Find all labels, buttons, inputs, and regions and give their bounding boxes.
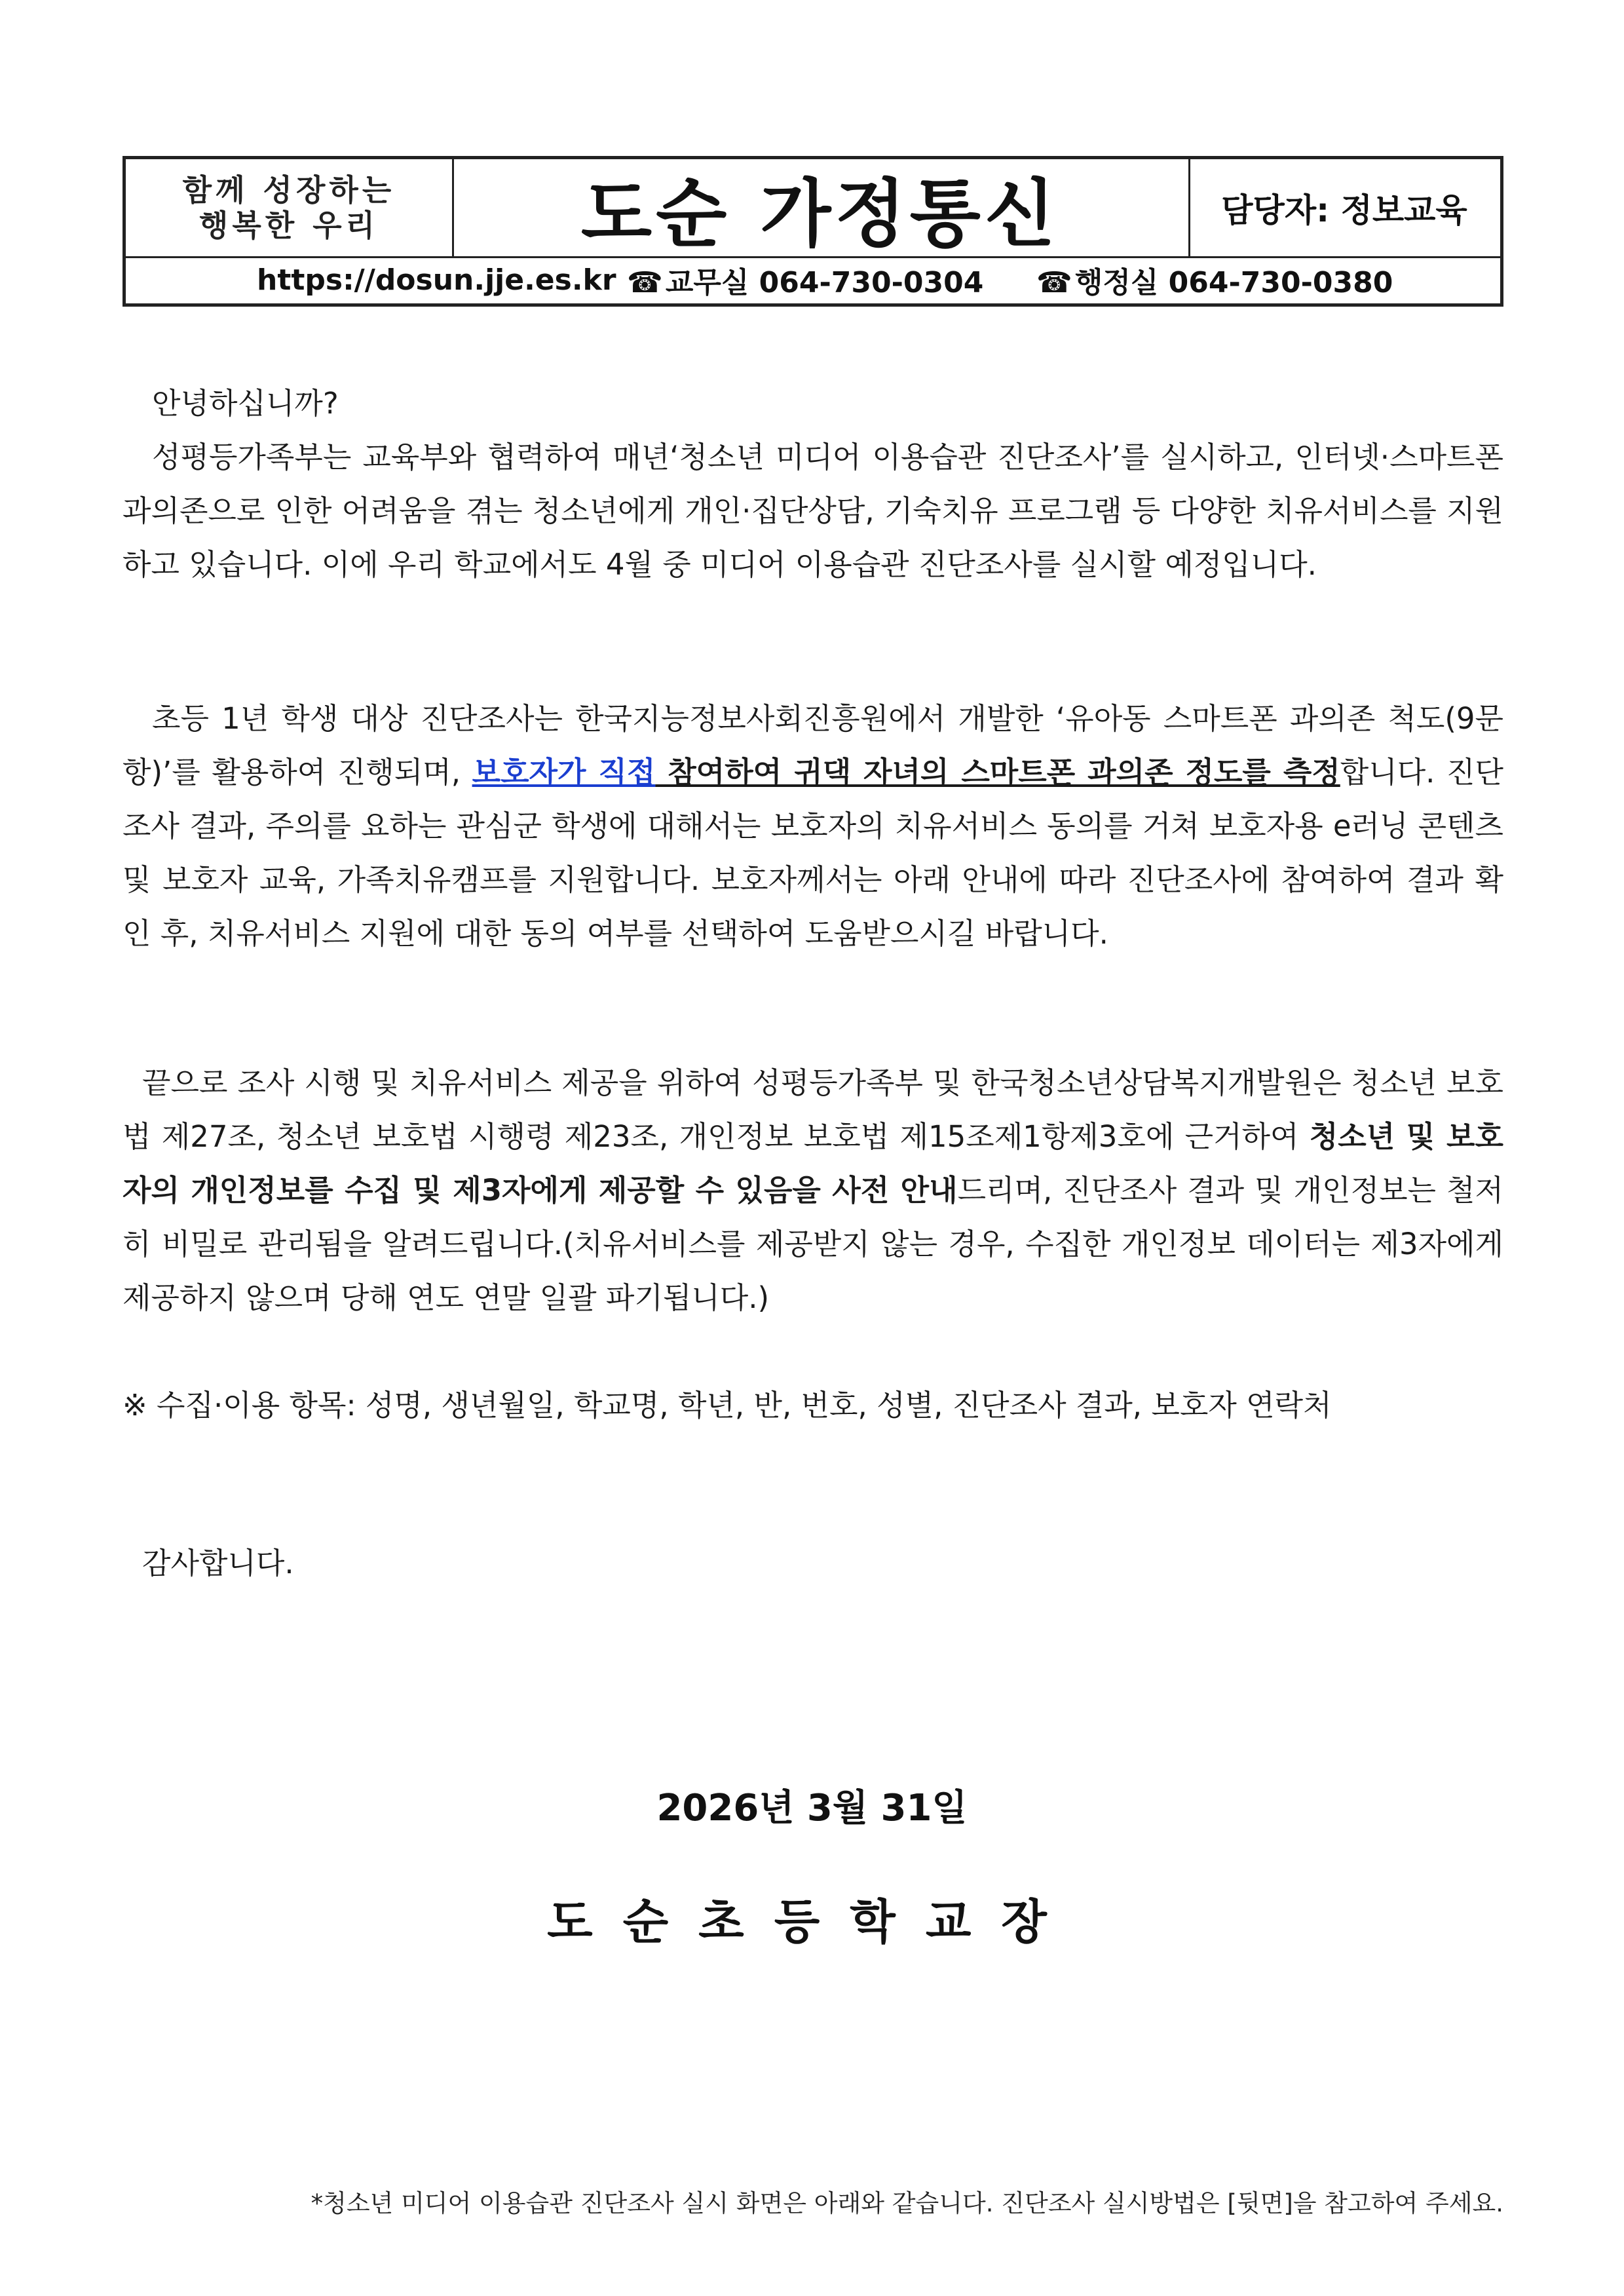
school-slogan <box>126 159 454 256</box>
newsletter-title: 도순 가정통신 <box>452 159 1190 256</box>
phone-icon: ☎ <box>627 266 663 299</box>
header-contact-row <box>126 256 1500 303</box>
closing-paragraph <box>123 1537 1503 1590</box>
paragraph-2-text-a: 초등 1년 학생 대상 진단조사는 한국지능정보사회진흥원에서 개발한 ‘유아동 스마트폰 과의존 척도(9문항)’를 활용하여 진행되며, <box>123 701 1503 790</box>
issue-date: 2026년 3월 31일 <box>656 1787 968 1829</box>
footnote: *청소년 미디어 이용습관 진단조사 실시 화면은 아래와 같습니다. 진단조사 실시방법은 [뒷면]을 참고하여 주세요. <box>311 2189 1503 2217</box>
phone-icon: ☎ <box>1036 266 1072 299</box>
paragraph-1-text: 성평등가족부는 교육부와 협력하여 매년‘청소년 미디어 이용습관 진단조사’를 실시하고, 인터넷·스마트폰 과의존으로 인한 어려움을 겪는 청소년에게 개인·집단상담, 기숙치유 프로그램 등 다양한 치유서비스를 지원하고 있습니다. 이에 우리 학교에서도 4월 중 미디어 이용습관 진단조사를 실시할 예정입니다. <box>123 440 1503 582</box>
admin-office-phone-text: 행정실 064-730-0380 <box>1074 266 1393 299</box>
slogan-line-2: 행복한 우리 <box>198 208 379 243</box>
school-url-link[interactable]: https://dosun.jje.es.kr <box>257 263 616 297</box>
paragraph-2-text-b: 합니다. 진단조사 결과, 주의를 요하는 관심군 학생에 대해서는 보호자의 치유서비스 동의를 거쳐 보호자용 e러닝 콘텐츠 및 보호자 교육, 가족치유캠프를 지원합니다. 보호자께서는 아래 안내에 따라 진단조사에 참여하여 결과 확인 후, 치유서비스 지원에 대한 동의 여부를 선택하여 도움받으시길 바랍니다. <box>123 755 1503 951</box>
greeting-text: 안녕하십니까? <box>152 386 339 421</box>
greeting-paragraph <box>123 377 1503 430</box>
slogan-line-1: 함께 성장하는 <box>182 172 396 208</box>
teachers-office-phone <box>627 259 983 301</box>
admin-office-phone <box>1036 259 1393 301</box>
collected-items-text: ※ 수집·이용 항목: 성명, 생년월일, 학교명, 학년, 반, 번호, 성별, 진단조사 결과, 보호자 연락처 <box>123 1388 1332 1423</box>
paragraph-3-text-b: 드리며, 진단조사 결과 및 개인정보는 철저히 비밀로 관리됨을 알려드립니다.(치유서비스를 제공받지 않는 경우, 수집한 개인정보 데이터는 제3자에게 제공하지 않으며 당해 연도 연말 일괄 파기됩니다.) <box>123 1173 1503 1315</box>
teachers-office-phone-text: 교무실 064-730-0304 <box>665 266 984 299</box>
newsletter-header <box>123 156 1503 307</box>
paragraph-2-emphasis: 참여하여 귀댁 자녀의 스마트폰 과의존 정도를 측정 <box>655 755 1340 790</box>
collected-items-note <box>123 1379 1503 1432</box>
guardian-direct-link: 보호자가 직접 <box>472 755 656 790</box>
paragraph-privacy-notice <box>123 1056 1503 1325</box>
thanks-text: 감사합니다. <box>142 1546 294 1580</box>
header-top-row <box>126 159 1500 258</box>
manager-label: 담당자: 정보교육 <box>1221 191 1467 229</box>
paragraph-3-emphasis: 청소년 및 보호자의 개인정보를 수집 및 제3자에게 제공할 수 있음을 사전 안내 <box>123 1119 1503 1208</box>
principal-signature: 도순초등학교장 <box>547 1894 1077 1949</box>
paragraph-survey-method <box>123 692 1503 961</box>
paragraph-survey-intro <box>123 430 1503 592</box>
paragraph-3-text-a: 끝으로 조사 시행 및 치유서비스 제공을 위하여 성평등가족부 및 한국청소년상담복지개발원은 청소년 보호법 제27조, 청소년 보호법 시행령 제23조, 개인정보 보호법 제15조제1항제3호에 근거하여 <box>123 1065 1503 1154</box>
